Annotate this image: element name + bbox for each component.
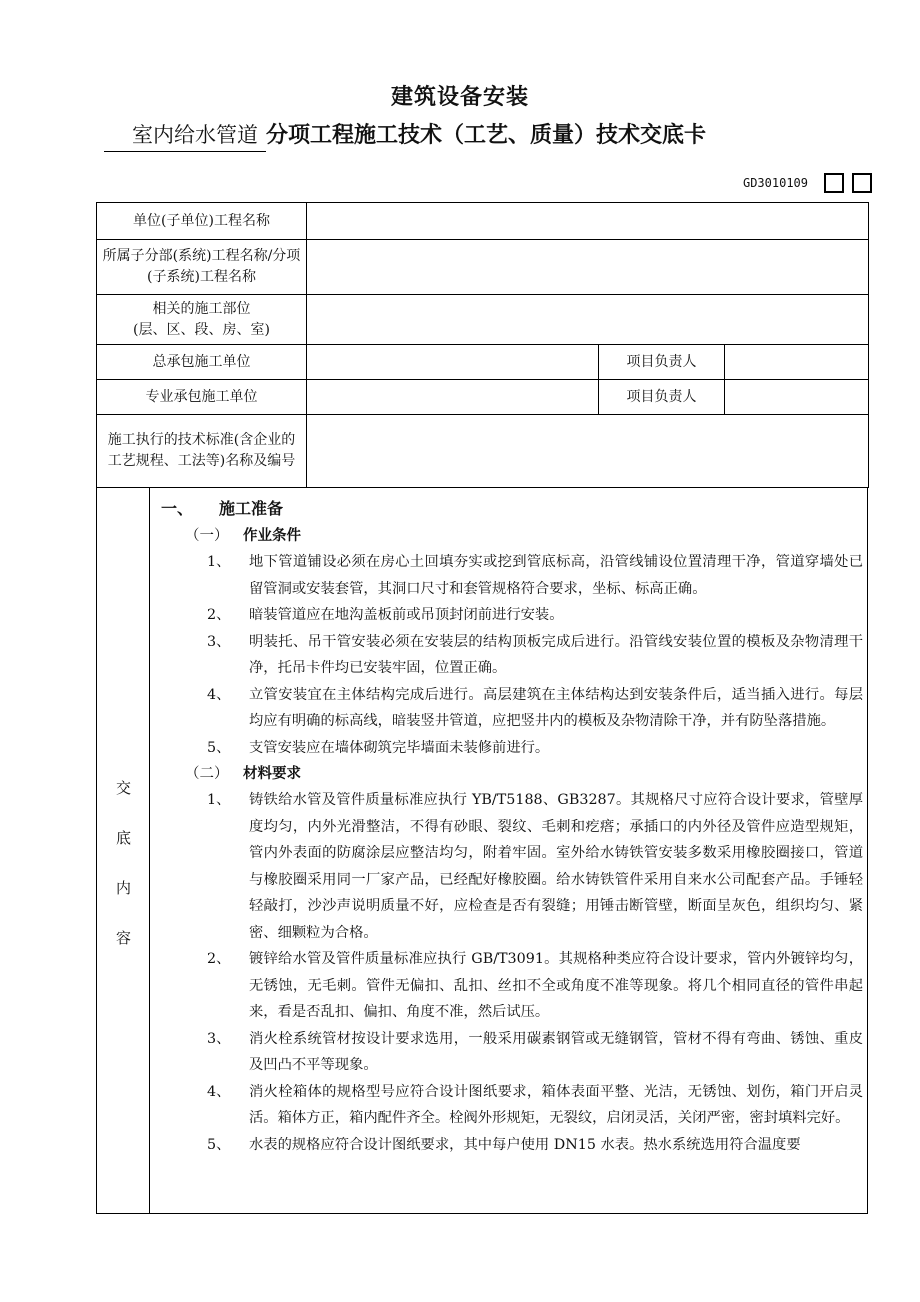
side-label (97, 487, 150, 1213)
subsection-number: （一） (185, 528, 229, 544)
document-subtitle (104, 118, 884, 154)
table-row (97, 203, 869, 240)
item-text: 消火栓箱体的规格型号应符合设计图纸要求，箱体表面平整、光洁，无锈蚀、划伤，箱门开启灵活。箱体方正，箱内配件齐全。栓阀外形规矩，无裂纹，启闭灵活，关闭严密，密封填料完好。 (249, 1083, 863, 1126)
label-general-contractor: 总承包施工单位 (97, 345, 307, 380)
value-related-location[interactable] (307, 295, 869, 345)
form-code: GD3010109 (742, 176, 808, 190)
list-item (157, 1026, 863, 1079)
item-number: 5、 (207, 739, 231, 756)
item-number: 1、 (207, 792, 231, 808)
item-number: 4、 (207, 1083, 231, 1100)
item-number: 3、 (207, 1030, 231, 1047)
item-text: 立管安装宜在主体结构完成后进行。高层建筑在主体结构达到安装条件后，适当插入进行。每层均应有明确的标高线，暗装竖井管道，应把竖井内的模板及杂物清除干净，并有防坠落措施。 (249, 686, 863, 729)
item-number: 3、 (207, 633, 231, 650)
item-text: 支管安装应在墙体砌筑完毕墙面未装修前进行。 (249, 739, 550, 756)
related-location-line1: 相关的施工部位 (152, 300, 251, 317)
page-title: 建筑设备安装 (390, 85, 529, 110)
table-row (97, 240, 869, 295)
disclosure-content (157, 495, 863, 1158)
section-number: 一、 (161, 499, 194, 518)
table-row (97, 415, 869, 488)
info-table (96, 202, 869, 488)
subtitle-main: 分项工程施工技术（工艺、质量）技术交底卡 (266, 123, 707, 148)
list-item (157, 946, 863, 1026)
label-sub-division-name: 所属子分部(系统)工程名称/分项(子系统)工程名称 (97, 240, 307, 295)
item-number: 2、 (207, 607, 231, 623)
label-project-manager-1: 项目负责人 (599, 345, 725, 380)
list-item (157, 787, 863, 946)
subsection-title: 材料要求 (243, 766, 301, 782)
list-item (157, 1079, 863, 1132)
side-label-char: 容 (115, 929, 131, 947)
table-row (97, 345, 869, 380)
label-specialty-contractor: 专业承包施工单位 (97, 380, 307, 415)
subsection-heading (157, 523, 863, 549)
list-item (157, 549, 863, 602)
list-item (157, 1132, 863, 1159)
label-project-manager-2: 项目负责人 (599, 380, 725, 415)
code-box-1[interactable] (824, 173, 844, 193)
value-technical-standard[interactable] (307, 415, 869, 488)
item-number: 1、 (207, 554, 231, 570)
related-location-line2: (层、区、段、房、室) (133, 321, 270, 338)
list-item (157, 682, 863, 735)
list-item (157, 602, 863, 629)
section-title: 施工准备 (219, 499, 284, 518)
value-specialty-contractor[interactable] (307, 380, 599, 415)
value-project-manager-2[interactable] (725, 380, 869, 415)
code-box-2[interactable] (852, 173, 872, 193)
item-text: 明装托、吊干管安装必须在安装层的结构顶板完成后进行。沿管线安装位置的模板及杂物清理干净，托吊卡件均已安装牢固，位置正确。 (249, 633, 863, 676)
item-number: 4、 (207, 686, 231, 703)
label-technical-standard: 施工执行的技术标准(含企业的工艺规程、工法等)名称及编号 (97, 415, 307, 488)
item-number: 5、 (207, 1136, 231, 1153)
form-code-row (743, 170, 872, 196)
item-text: 镀锌给水管及管件质量标准应执行 GB/T3091。其规格种类应符合设计要求，管内外镀锌均匀，无锈蚀，无毛刺。管件无偏扣、乱扣、丝扣不全或角度不准等现象。将几个相同直径的管件串起来，看是否乱扣、偏扣、角度不准，然后试压。 (249, 951, 863, 1020)
subsection-title: 作业条件 (243, 528, 301, 544)
side-label-char: 交 (115, 779, 131, 797)
side-label-char: 底 (115, 829, 131, 847)
value-project-manager-1[interactable] (725, 345, 869, 380)
subsection-number: （二） (185, 766, 229, 782)
item-text: 消火栓系统管材按设计要求选用，一般采用碳素钢管或无缝钢管，管材不得有弯曲、锈蚀、重皮及凹凸不平等现象。 (249, 1030, 863, 1073)
item-number: 2、 (207, 951, 231, 967)
disclosure-content-box (96, 487, 868, 1214)
label-unit-project-name: 单位(子单位)工程名称 (97, 203, 307, 240)
list-item (157, 629, 863, 682)
list-item (157, 735, 863, 762)
table-row (97, 295, 869, 345)
side-label-char: 内 (115, 879, 131, 897)
item-text: 水表的规格应符合设计图纸要求，其中每户使用 DN15 水表。热水系统选用符合温度要 (249, 1136, 801, 1153)
item-text: 铸铁给水管及管件质量标准应执行 YB/T5188、GB3287。其规格尺寸应符合设计要求，管壁厚度均匀，内外光滑整洁，不得有砂眼、裂纹、毛刺和疙瘩；承插口的内外径及管件应造型规矩，管内外表面的防腐涂层应整洁均匀，附着牢固。室外给水铸铁管安装多数采用橡胶圈接口，管道与橡胶圈采用同一厂家产品，已经配好橡胶圈。给水铸铁管件采用自来水公司配套产品。手锤轻轻敲打，沙沙声说明质量不好，应检查是否有裂缝；用锤击断管壁，断面呈灰色，组织均匀、紧密、细颗粒为合格。 (249, 792, 863, 941)
item-text: 地下管道铺设必须在房心土回填夯实或挖到管底标高，沿管线铺设位置清理干净，管道穿墙处已留管洞或安装套管，其洞口尺寸和套管规格符合要求，坐标、标高正确。 (249, 554, 863, 597)
section-heading (157, 495, 863, 523)
item-text: 暗装管道应在地沟盖板前或吊顶封闭前进行安装。 (249, 607, 564, 623)
value-general-contractor[interactable] (307, 345, 599, 380)
table-row (97, 380, 869, 415)
subtitle-subject: 室内给水管道 (104, 119, 266, 152)
subsection-heading (157, 761, 863, 787)
value-unit-project-name[interactable] (307, 203, 869, 240)
value-sub-division-name[interactable] (307, 240, 869, 295)
label-related-location (97, 295, 307, 345)
